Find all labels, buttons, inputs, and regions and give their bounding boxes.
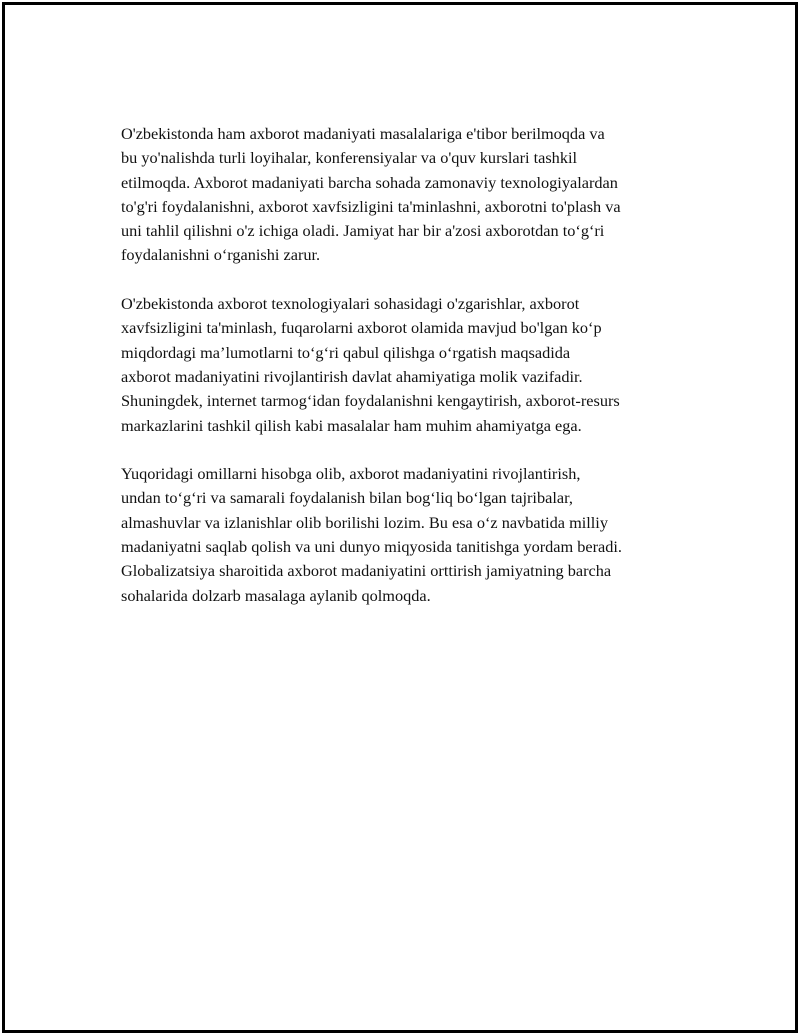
paragraph-2: O'zbekistonda axborot texnologiyalari sohasidagi o'zgarishlar, axborot xavfsizligini ta'minlash, fuqarolarni axborot olamida mavjud bo'lgan ko‘p miqdordagi ma’lumotlarni to‘g‘ri qabul qilishga o‘rgatish maqsadida axborot madaniyatini rivojlantirish davlat ahamiyatiga molik vazifadir. Shuningdek, internet tarmog‘idan foydalanishni kengaytirish, axborot-resurs markazlarini tashkil qilish kabi masalalar ham muhim ahamiyatga ega. xyxy=(121,294,620,435)
paragraph-1: O'zbekistonda ham axborot madaniyati masalalariga e'tibor berilmoqda va bu yo'nalishda turli loyihalar, konferensiyalar va o'quv kurslari tashkil etilmoqda. Axborot madaniyati barcha sohada zamonaviy texnologiyalardan to'g'ri foydalanishni, axborot xavfsizligini ta'minlashni, axborotni to'plash va uni tahlil qilishni o'z ichiga oladi. Jamiyat har bir a'zosi axborotdan to‘g‘ri foydalanishni o‘rganishi zarur. xyxy=(121,124,621,265)
paragraph-3: Yuqoridagi omillarni hisobga olib, axborot madaniyatini rivojlantirish, undan to‘g‘ri va samarali foydalanish bilan bog‘liq bo‘lgan tajribalar, almashuvlar va izlanishlar olib borilishi lozim. Bu esa o‘z navbatida milliy madaniyatni saqlab qolish va uni dunyo miqyosida tanitishga yordam beradi. Globalizatsiya sharoitida axborot madaniyatini orttirish jamiyatning barcha sohalarida dolzarb masalaga aylanib qolmoqda. xyxy=(121,464,623,605)
document-body xyxy=(121,122,691,632)
page-border xyxy=(2,2,798,1033)
